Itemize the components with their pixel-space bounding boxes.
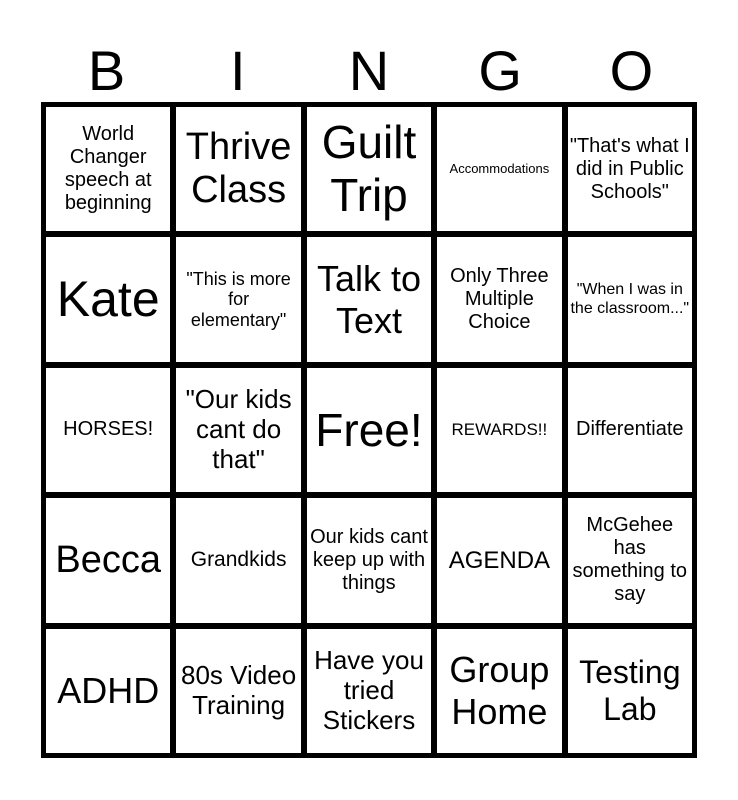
bingo-cell-i3[interactable]	[173, 365, 303, 495]
cell-text: AGENDA	[448, 546, 551, 574]
bingo-cell-g4[interactable]	[434, 495, 564, 625]
bingo-cell-b4[interactable]	[43, 495, 173, 625]
cell-text: Free!	[315, 403, 423, 456]
bingo-cell-i4[interactable]	[173, 495, 303, 625]
bingo-board	[41, 102, 697, 758]
bingo-cell-i1[interactable]	[173, 104, 303, 234]
cell-text: 80s Video Training	[181, 659, 297, 720]
bingo-cell-o4[interactable]	[565, 495, 695, 625]
bingo-cell-g1[interactable]	[434, 104, 564, 234]
bingo-cell-i5[interactable]	[173, 626, 303, 756]
bingo-cell-free[interactable]	[304, 365, 434, 495]
cell-text: World Changer speech at beginning	[64, 123, 152, 215]
cell-text: Grandkids	[190, 548, 287, 572]
bingo-cell-b5[interactable]	[43, 626, 173, 756]
cell-text: Accommodations	[449, 160, 550, 176]
cell-text: Becca	[55, 538, 161, 581]
cell-text: Kate	[56, 270, 160, 327]
bingo-cell-o3[interactable]	[565, 365, 695, 495]
cell-text: Guilt Trip	[321, 116, 417, 222]
cell-text: "Our kids cant do that"	[185, 384, 292, 474]
cell-text: "This is more for elementary"	[186, 268, 291, 330]
bingo-cell-o1[interactable]	[565, 104, 695, 234]
cell-text: HORSES!	[63, 418, 154, 441]
header-letter-o: O	[609, 39, 654, 102]
header-letter-b: B	[87, 39, 126, 102]
cell-text: "When I was in the classroom..."	[570, 281, 690, 317]
bingo-cell-g5[interactable]	[434, 626, 564, 756]
cell-text: Differentiate	[576, 418, 684, 441]
cell-text: Talk to Text	[316, 258, 422, 341]
bingo-cell-g3[interactable]	[434, 365, 564, 495]
header-letter-n: N	[348, 39, 390, 102]
cell-text: Testing Lab	[579, 653, 681, 727]
cell-text: McGehee has something to say	[572, 514, 688, 606]
bingo-cell-n1[interactable]	[304, 104, 434, 234]
bingo-cell-o2[interactable]	[565, 234, 695, 364]
bingo-cell-b3[interactable]	[43, 365, 173, 495]
bingo-cell-o5[interactable]	[565, 626, 695, 756]
bingo-cell-n4[interactable]	[304, 495, 434, 625]
bingo-cell-n2[interactable]	[304, 234, 434, 364]
cell-text: REWARDS!!	[451, 420, 548, 440]
cell-text: Only Three Multiple Choice	[450, 265, 549, 334]
bingo-cell-g2[interactable]	[434, 234, 564, 364]
cell-text: ADHD	[57, 670, 160, 712]
cell-text: Have you tried Stickers	[314, 644, 424, 735]
cell-text: Group Home	[449, 649, 550, 732]
bingo-header	[41, 40, 697, 102]
bingo-cell-b1[interactable]	[43, 104, 173, 234]
bingo-cell-n5[interactable]	[304, 626, 434, 756]
header-letter-i: I	[230, 39, 246, 102]
header-letter-g: G	[478, 39, 522, 102]
cell-text: "That's what I did in Public Schools"	[569, 134, 690, 203]
bingo-cell-i2[interactable]	[173, 234, 303, 364]
bingo-cell-b2[interactable]	[43, 234, 173, 364]
cell-text: Thrive Class	[185, 125, 292, 212]
cell-text: Our kids cant keep up with things	[310, 525, 428, 594]
